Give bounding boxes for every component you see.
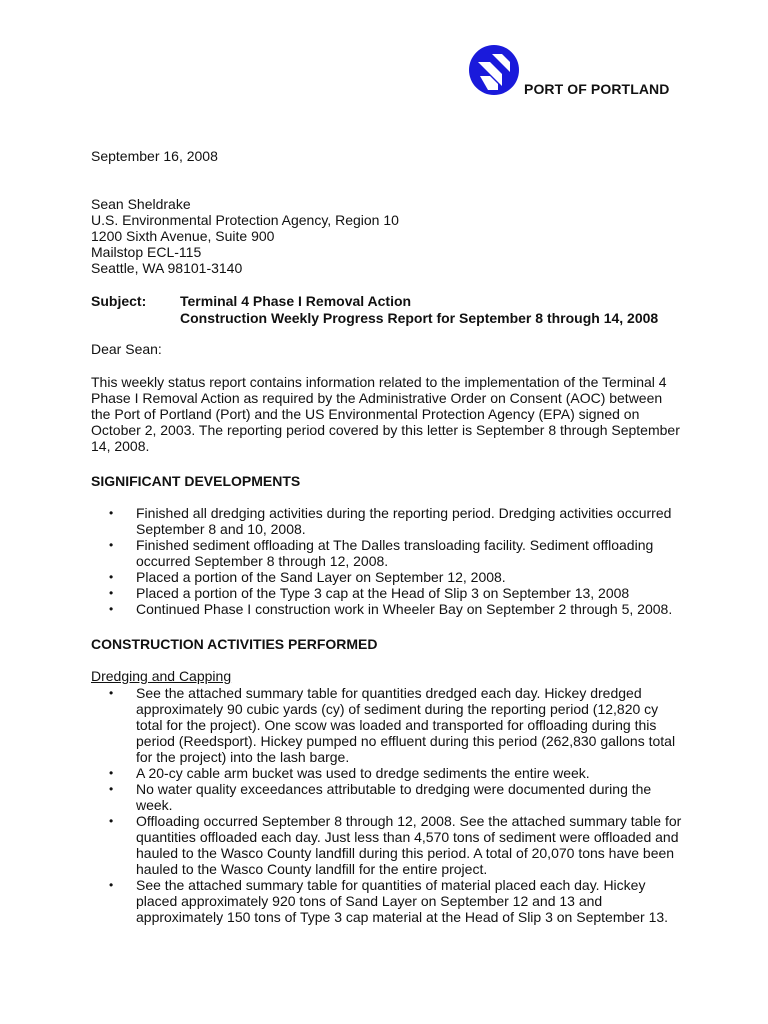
intro-line: Phase I Removal Action as required by the Administrative Order on Consent (AOC) between [91, 390, 663, 406]
letter-date: September 16, 2008 [91, 148, 218, 164]
recipient-name: Sean Sheldrake [91, 196, 191, 212]
subject-line-2: Construction Weekly Progress Report for September 8 through 14, 2008 [180, 310, 659, 326]
list-item-line: hauled to the Wasco County landfill for the entire project. [136, 861, 488, 877]
list-item [109, 877, 689, 925]
list-item [109, 505, 689, 537]
recipient-mailstop: Mailstop ECL-115 [91, 244, 202, 260]
construction-activities-heading: CONSTRUCTION ACTIVITIES PERFORMED [91, 636, 378, 652]
dredging-capping-subheading: Dredging and Capping [91, 668, 232, 684]
significant-developments-list [109, 505, 689, 617]
recipient-agency: U.S. Environmental Protection Agency, Region 10 [91, 212, 399, 228]
intro-paragraph [91, 374, 691, 454]
subject-lines [180, 293, 658, 327]
list-item-line: • Placed a portion of the Type 3 cap at the Head of Slip 3 on September 13, 2008 [136, 585, 630, 601]
list-item-line: placed approximately 920 tons of Sand Layer on September 12 and 13 and [136, 893, 603, 909]
list-item-line: hauled to the Wasco County landfill during this period. A total of 20,070 tons have been [136, 845, 675, 861]
list-item [109, 585, 689, 601]
list-item [109, 601, 689, 617]
list-item-line: period (Reedsport). Hickey pumped no effluent during this period (262,830 gallons total [136, 733, 676, 749]
salutation: Dear Sean: [91, 341, 162, 357]
construction-activities-list [109, 685, 689, 925]
recipient-city: Seattle, WA 98101-3140 [91, 260, 243, 276]
list-item-line: approximately 90 cubic yards (cy) of sediment during the reporting period (12,820 cy [136, 701, 659, 717]
list-item-line: total for the project). One scow was loaded and transported for offloading during this [136, 717, 657, 733]
intro-line: October 2, 2003. The reporting period covered by this letter is September 8 through September [91, 422, 680, 438]
org-name: PORT OF PORTLAND [524, 81, 670, 97]
list-item-line: for the project) into the lash barge. [136, 749, 350, 765]
list-item-line: September 8 and 10, 2008. [136, 521, 306, 537]
list-item-line: • Finished all dredging activities during the reporting period. Dredging activities occurred [136, 505, 672, 521]
recipient-street: 1200 Sixth Avenue, Suite 900 [91, 228, 275, 244]
subject-label: Subject: [91, 293, 147, 309]
subject-line-1: Terminal 4 Phase I Removal Action [180, 293, 412, 309]
list-item [109, 781, 689, 813]
list-item-line: • See the attached summary table for quantities dredged each day. Hickey dredged [136, 685, 642, 701]
list-item [109, 569, 689, 585]
list-item [109, 685, 689, 765]
port-of-portland-logo-icon [468, 44, 520, 96]
intro-line: This weekly status report contains information related to the implementation of the Terminal 4 [91, 374, 667, 390]
list-item-line: • See the attached summary table for quantities of material placed each day. Hickey [136, 877, 646, 893]
significant-developments-heading: SIGNIFICANT DEVELOPMENTS [91, 473, 301, 489]
list-item [109, 537, 689, 569]
list-item-line: week. [136, 797, 173, 813]
list-item [109, 813, 689, 877]
list-item-line: • Offloading occurred September 8 through 12, 2008. See the attached summary table for [136, 813, 682, 829]
list-item-line: • Placed a portion of the Sand Layer on September 12, 2008. [136, 569, 506, 585]
list-item-line: quantities offloaded each day. Just less than 4,570 tons of sediment were offloaded and [136, 829, 679, 845]
intro-line: the Port of Portland (Port) and the US Environmental Protection Agency (EPA) signed on [91, 406, 640, 422]
list-item-line: • Finished sediment offloading at The Dalles transloading facility. Sediment offloading [136, 537, 654, 553]
intro-line: 14, 2008. [91, 438, 150, 454]
list-item-line: • Continued Phase I construction work in Wheeler Bay on September 2 through 5, 2008. [136, 601, 673, 617]
list-item-line: occurred September 8 through 12, 2008. [136, 553, 389, 569]
list-item-line: • A 20-cy cable arm bucket was used to dredge sediments the entire week. [136, 765, 590, 781]
recipient-address [91, 196, 691, 276]
list-item [109, 765, 689, 781]
list-item-line: approximately 150 tons of Type 3 cap material at the Head of Slip 3 on September 13. [136, 909, 669, 925]
list-item-line: • No water quality exceedances attributable to dredging were documented during the [136, 781, 652, 797]
